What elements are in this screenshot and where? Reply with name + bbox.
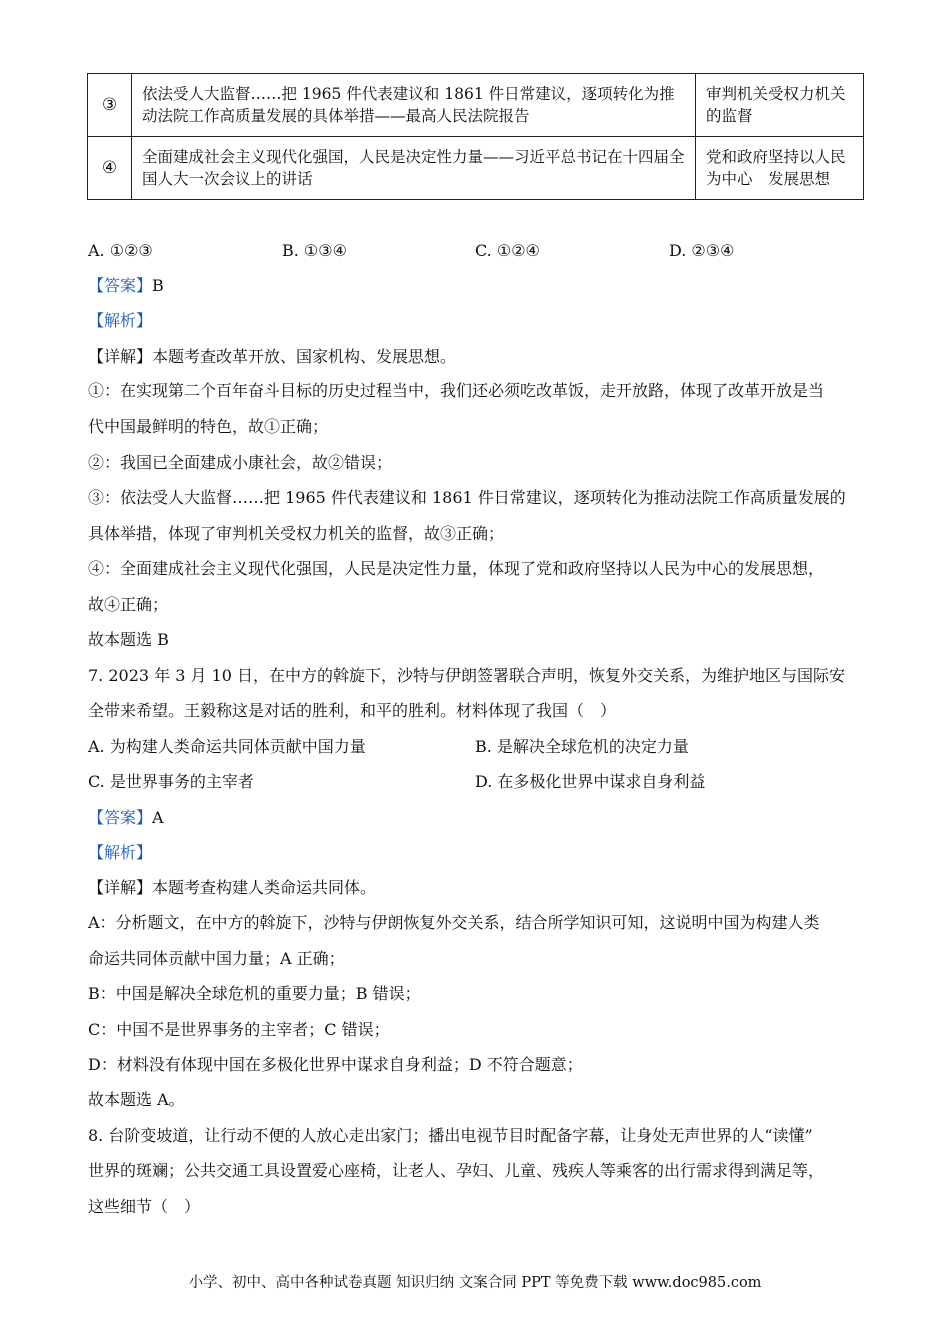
q7-stem-line: 7. 2023 年 3 月 10 日，在中方的斡旋下，沙特与伊朗签署联合声明，恢复外交关系，为维护地区与国际安: [88, 666, 846, 685]
q7-explanation-line: 命运共同体贡献中国力量；A 正确；: [88, 949, 345, 968]
detail-tag: 【详解】: [88, 347, 153, 366]
q7-stem-line: 全带来希望。王毅称这是对话的胜利，和平的胜利。材料体现了我国（ ）: [88, 701, 617, 720]
row-statement: 依法受人大监督……把 1965 件代表建议和 1861 件日常建议，逐项转化为推动法院工作高质量发展的具体举措——最高人民法院报告: [132, 74, 696, 137]
answer-value: A: [152, 808, 164, 827]
q6-explanation-line: ③：依法受人大监督……把 1965 件代表建议和 1861 件日常建议，逐项转化为推动法院工作高质量发展的: [88, 488, 846, 507]
q7-explanation-line: D：材料没有体现中国在多极化世界中谋求自身利益；D 不符合题意；: [88, 1055, 583, 1074]
q7-option-a: A. 为构建人类命运共同体贡献中国力量: [88, 737, 366, 756]
q7-option-d: D. 在多极化世界中谋求自身利益: [475, 772, 706, 791]
q6-conclusion: 故本题选 B: [88, 630, 169, 649]
q8-stem-line: 世界的斑斓；公共交通工具设置爱心座椅，让老人、孕妇、儿童、残疾人等乘客的出行需求得到满足等，: [88, 1161, 825, 1180]
detail-tag: 【详解】: [88, 878, 153, 897]
q7-answer: [88, 807, 164, 829]
q6-explanation-line: ①：在实现第二个百年奋斗目标的历史过程当中，我们还必须吃改革饭，走开放路，体现了改革开放是当: [88, 381, 825, 400]
q7-explanation-line: C：中国不是世界事务的主宰者；C 错误；: [88, 1020, 390, 1039]
q7-explanation-line: A：分析题文，在中方的斡旋下，沙特与伊朗恢复外交关系，结合所学知识可知，这说明中国为构建人类: [88, 913, 820, 932]
q6-explanation-line: 具体举措，体现了审判机关受权力机关的监督，故③正确；: [88, 524, 505, 543]
q7-conclusion: 故本题选 A。: [88, 1090, 185, 1109]
page-footer: 小学、初中、高中各种试卷真题 知识归纳 文案合同 PPT 等免费下载 www.doc985.com: [188, 1275, 762, 1291]
q6-answer: [88, 275, 164, 297]
q6-explanation-line: 故④正确；: [88, 595, 169, 614]
q7-option-b: B. 是解决全球危机的决定力量: [475, 737, 689, 756]
q8-stem-line: 这些细节（ ）: [88, 1197, 201, 1216]
table-row: [88, 137, 864, 200]
q7-detail: [88, 877, 376, 899]
q6-option-b: B. ①③④: [282, 241, 347, 260]
q7-analysis-tag: [88, 842, 152, 864]
detail-intro: 本题考查构建人类命运共同体。: [152, 878, 377, 897]
row-number: ③: [88, 74, 132, 137]
q6-option-c: C. ①②④: [475, 241, 540, 260]
table-row: [88, 74, 864, 137]
q6-explanation-line: 代中国最鲜明的特色，故①正确；: [88, 417, 329, 436]
q6-detail: [88, 346, 456, 368]
answer-tag: 【答案】: [88, 276, 153, 295]
row-number: ④: [88, 137, 132, 200]
row-interpretation: 审判机关受权力机关的监督: [696, 74, 864, 137]
q6-option-a: A. ①②③: [88, 241, 153, 260]
q6-explanation-line: ④：全面建成社会主义现代化强国，人民是决定性力量，体现了党和政府坚持以人民为中心的发展思想，: [88, 559, 825, 578]
answer-tag: 【答案】: [88, 808, 153, 827]
analysis-tag: 【解析】: [88, 843, 153, 862]
answer-value: B: [152, 276, 164, 295]
q7-explanation-line: B：中国是解决全球危机的重要力量；B 错误；: [88, 984, 421, 1003]
q6-option-d: D. ②③④: [669, 241, 735, 260]
detail-intro: 本题考查改革开放、国家机构、发展思想。: [152, 347, 457, 366]
statement-table: [87, 73, 864, 200]
row-interpretation: 党和政府坚持以人民为中心 发展思想: [696, 137, 864, 200]
q6-analysis-tag: [88, 310, 152, 332]
q7-option-c: C. 是世界事务的主宰者: [88, 772, 254, 791]
analysis-tag: 【解析】: [88, 311, 153, 330]
q8-stem-line: 8. 台阶变坡道，让行动不便的人放心走出家门；播出电视节目时配备字幕，让身处无声世界的人“读懂”: [88, 1126, 813, 1145]
q6-explanation-line: ②：我国已全面建成小康社会，故②错误；: [88, 453, 393, 472]
row-statement: 全面建成社会主义现代化强国，人民是决定性力量——习近平总书记在十四届全国人大一次会议上的讲话: [132, 137, 696, 200]
